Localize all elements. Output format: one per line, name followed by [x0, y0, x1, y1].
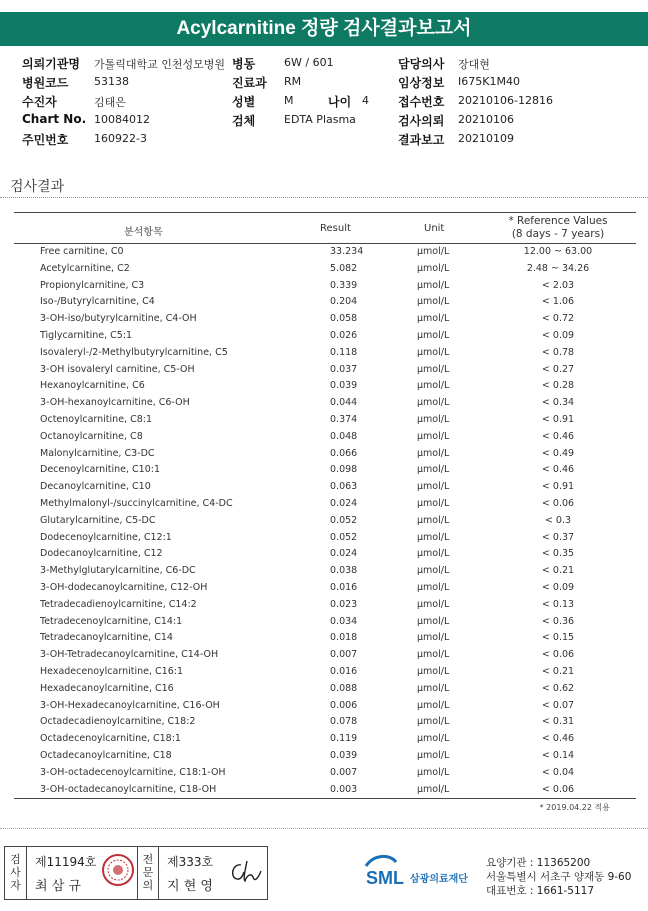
analyte-name: Octadecadienoylcarnitine, C18:2 — [40, 716, 196, 728]
table-row — [14, 328, 636, 345]
sml-logo — [364, 852, 482, 892]
reference-value: < 0.49 — [541, 447, 575, 459]
reference-value: < 0.78 — [541, 346, 575, 358]
result-value: 0.016 — [330, 665, 358, 677]
analyte-name: 3-OH-hexanoylcarnitine, C6-OH — [40, 397, 190, 409]
table-row — [14, 513, 636, 530]
table-row — [14, 311, 636, 328]
analyte-name: 3-OH-Hexadecanoylcarnitine, C16-OH — [40, 699, 220, 711]
analyte-name: Tetradecadienoylcarnitine, C14:2 — [40, 598, 197, 610]
logo-subtext: 삼광의료재단 — [410, 874, 468, 885]
doctor-value: 장대현 — [458, 58, 490, 71]
unit-value: μmol/L — [417, 749, 450, 761]
analyte-name: 3-OH-octadecanoylcarnitine, C18-OH — [40, 783, 217, 795]
table-row — [14, 429, 636, 446]
receipt-no-label: 접수번호 — [398, 95, 445, 109]
unit-value: μmol/L — [417, 397, 450, 409]
analyte-name: Tetradecanoylcarnitine, C14 — [40, 632, 173, 644]
result-value: 0.078 — [330, 716, 358, 728]
table-row — [14, 462, 636, 479]
result-value: 0.016 — [330, 581, 358, 593]
signature-box — [4, 846, 268, 900]
chart-value: 10084012 — [94, 113, 150, 126]
sex-label: 성별 — [232, 95, 256, 109]
divider — [0, 828, 648, 829]
analyte-name: 3-OH-dodecanoylcarnitine, C12-OH — [40, 581, 208, 593]
reference-value: < 0.91 — [541, 413, 575, 425]
analyte-name: Propionylcarnitine, C3 — [40, 279, 145, 291]
reference-value: < 0.34 — [541, 397, 575, 409]
result-value: 0.066 — [330, 447, 358, 459]
unit-value: μmol/L — [417, 464, 450, 476]
receipt-no-value: 20210106-12816 — [458, 94, 553, 107]
result-value: 0.023 — [330, 598, 358, 610]
ward-label: 병동 — [232, 57, 256, 71]
table-body — [14, 244, 636, 798]
reference-value: 12.00 ~ 63.00 — [523, 246, 593, 257]
unit-value: μmol/L — [417, 548, 450, 560]
result-value: 0.058 — [330, 313, 358, 325]
analyte-name: Tetradecenoylcarnitine, C14:1 — [40, 615, 183, 627]
analyte-name: Decanoylcarnitine, C10 — [40, 481, 151, 493]
reference-value: < 0.06 — [541, 497, 575, 509]
analyte-name: Dodecanoylcarnitine, C12 — [40, 548, 163, 560]
result-value: 0.024 — [330, 548, 358, 560]
specialist-vertical-label: 전 문 의 — [142, 853, 154, 892]
reference-value: < 0.06 — [541, 649, 575, 661]
table-row — [14, 630, 636, 647]
table-row — [14, 647, 636, 664]
analyte-name: Methylmalonyl-/succinylcarnitine, C4-DC — [40, 497, 233, 509]
result-value: 0.024 — [330, 497, 358, 509]
table-row — [14, 395, 636, 412]
unit-value: μmol/L — [417, 766, 450, 778]
reference-value: < 0.35 — [541, 548, 575, 560]
tester-vertical-cell — [5, 847, 27, 899]
table-row — [14, 378, 636, 395]
reference-value: < 0.91 — [541, 481, 575, 493]
reference-value: < 0.36 — [541, 615, 575, 627]
analyte-name: Iso-/Butyrylcarnitine, C4 — [40, 296, 155, 308]
reference-value: < 0.46 — [541, 733, 575, 745]
reference-value: < 0.46 — [541, 464, 575, 476]
org-address: 서울특별시 서초구 양재동 9-60 — [486, 871, 632, 883]
ward-value: 6W / 601 — [284, 56, 334, 69]
result-value: 0.052 — [330, 514, 358, 526]
table-row — [14, 362, 636, 379]
analyte-name: Tiglycarnitine, C5:1 — [40, 329, 133, 341]
info-row-1 — [22, 55, 642, 74]
analyte-name: 3-OH-octadecenoylcarnitine, C18:1-OH — [40, 766, 226, 778]
unit-value: μmol/L — [417, 497, 450, 509]
handwritten-signature — [227, 857, 267, 887]
tester-vertical-label: 검 사 자 — [10, 853, 21, 892]
analyte-name: Hexanoylcarnitine, C6 — [40, 380, 145, 392]
analyte-name: 3-OH-iso/butyrylcarnitine, C4-OH — [40, 313, 197, 325]
organization-info — [486, 856, 631, 898]
unit-value: μmol/L — [417, 430, 450, 442]
reference-value: < 0.09 — [541, 581, 575, 593]
analyte-name: Isovaleryl-/2-Methylbutyrylcarnitine, C5 — [40, 346, 228, 358]
reference-value: < 0.27 — [541, 363, 575, 375]
result-value: 0.034 — [330, 615, 358, 627]
analyte-name: Hexadecanoylcarnitine, C16 — [40, 682, 174, 694]
table-row — [14, 261, 636, 278]
table-row — [14, 244, 636, 261]
table-row — [14, 714, 636, 731]
header-result: Result — [320, 223, 351, 234]
unit-value: μmol/L — [417, 632, 450, 644]
logo-text: SML — [366, 868, 404, 888]
clinical-info-label: 임상정보 — [398, 76, 445, 90]
reference-value: < 0.13 — [541, 598, 575, 610]
table-row — [14, 278, 636, 295]
result-value: 5.082 — [330, 262, 358, 274]
patient-info — [22, 55, 642, 150]
result-value: 0.119 — [330, 733, 358, 745]
unit-value: μmol/L — [417, 279, 450, 291]
analyte-name: Glutarylcarnitine, C5-DC — [40, 514, 156, 526]
result-value: 0.098 — [330, 464, 358, 476]
reference-value: < 0.15 — [541, 632, 575, 644]
dept-value: RM — [284, 75, 302, 88]
result-value: 0.039 — [330, 749, 358, 761]
table-row — [14, 496, 636, 513]
institution-label: 의뢰기관명 — [22, 57, 80, 71]
table-row — [14, 765, 636, 782]
reference-value: < 0.46 — [541, 430, 575, 442]
result-value: 33.234 — [330, 246, 364, 257]
unit-value: μmol/L — [417, 413, 450, 425]
org-phone: 대표번호 : 1661-5117 — [486, 885, 595, 897]
table-row — [14, 345, 636, 362]
reference-value: < 0.31 — [541, 716, 575, 728]
result-value: 0.048 — [330, 430, 358, 442]
table-row — [14, 698, 636, 715]
reference-value: < 2.03 — [541, 279, 575, 291]
reference-value: < 0.62 — [541, 682, 575, 694]
result-value: 0.204 — [330, 296, 358, 308]
table-row — [14, 479, 636, 496]
analyte-name: Dodecenoylcarnitine, C12:1 — [40, 531, 172, 543]
result-value: 0.339 — [330, 279, 358, 291]
info-row-3 — [22, 93, 642, 112]
reference-value: < 1.06 — [541, 296, 575, 308]
result-value: 0.039 — [330, 380, 358, 392]
header-reference-line1: * Reference Values — [508, 215, 608, 227]
table-header — [14, 212, 636, 244]
recipient-value: 김태은 — [94, 96, 126, 109]
unit-value: μmol/L — [417, 733, 450, 745]
unit-value: μmol/L — [417, 649, 450, 661]
unit-value: μmol/L — [417, 682, 450, 694]
divider — [0, 197, 648, 198]
table-row — [14, 294, 636, 311]
analyte-name: Octadecanoylcarnitine, C18 — [40, 749, 172, 761]
table-row — [14, 580, 636, 597]
reference-value: < 0.3 — [544, 514, 572, 526]
seal-stamp — [101, 853, 135, 887]
result-value: 0.006 — [330, 699, 358, 711]
header-reference — [488, 215, 628, 241]
org-code: 요양기관 : 11365200 — [486, 857, 591, 869]
specimen-value: EDTA Plasma — [284, 113, 356, 126]
table-row — [14, 530, 636, 547]
age-value: 4 — [362, 94, 369, 107]
request-date-label: 검사의뢰 — [398, 114, 445, 128]
reference-value: < 0.04 — [541, 766, 575, 778]
id-label: 주민번호 — [22, 133, 69, 147]
analyte-name: Octenoylcarnitine, C8:1 — [40, 413, 153, 425]
hospital-code-value: 53138 — [94, 75, 129, 88]
report-date-label: 결과보고 — [398, 133, 445, 147]
report-title: Acylcarnitine 정량 검사결과보고서 — [0, 12, 648, 46]
table-row — [14, 681, 636, 698]
analyte-name: 3-OH-Tetradecanoylcarnitine, C14-OH — [40, 649, 219, 661]
specimen-label: 검체 — [232, 114, 256, 128]
reference-value: < 0.09 — [541, 329, 575, 341]
reference-value: < 0.06 — [541, 783, 575, 795]
analyte-name: Decenoylcarnitine, C10:1 — [40, 464, 161, 476]
info-row-5 — [22, 131, 642, 150]
unit-value: μmol/L — [417, 581, 450, 593]
table-row — [14, 664, 636, 681]
result-value: 0.018 — [330, 632, 358, 644]
unit-value: μmol/L — [417, 329, 450, 341]
table-row — [14, 597, 636, 614]
unit-value: μmol/L — [417, 565, 450, 577]
unit-value: μmol/L — [417, 716, 450, 728]
table-row — [14, 412, 636, 429]
unit-value: μmol/L — [417, 665, 450, 677]
clinical-info-value: I675K1M40 — [458, 75, 520, 88]
reference-value: < 0.21 — [541, 565, 575, 577]
institution-value: 가톨릭대학교 인천성모병원 — [94, 58, 226, 71]
table-row — [14, 748, 636, 765]
result-value: 0.118 — [330, 346, 358, 358]
table-row — [14, 614, 636, 631]
reference-value: < 0.28 — [541, 380, 575, 392]
analyte-name: Malonylcarnitine, C3-DC — [40, 447, 155, 459]
tester-license-no: 제11194호 — [35, 855, 97, 869]
tester-name: 최 삼 규 — [35, 879, 81, 894]
unit-value: μmol/L — [417, 380, 450, 392]
table-row — [14, 446, 636, 463]
unit-value: μmol/L — [417, 783, 450, 795]
dept-label: 진료과 — [232, 76, 267, 90]
reference-value: < 0.14 — [541, 749, 575, 761]
result-value: 0.037 — [330, 363, 358, 375]
analyte-name: Free carnitine, C0 — [40, 246, 124, 257]
reference-value: < 0.21 — [541, 665, 575, 677]
doctor-label: 담당의사 — [398, 57, 445, 71]
unit-value: μmol/L — [417, 699, 450, 711]
specialist-license-no: 제333호 — [167, 855, 214, 869]
recipient-label: 수진자 — [22, 95, 57, 109]
unit-value: μmol/L — [417, 262, 450, 274]
reference-value: < 0.72 — [541, 313, 575, 325]
table-row — [14, 563, 636, 580]
section-title: 검사결과 — [10, 179, 65, 195]
result-value: 0.044 — [330, 397, 358, 409]
specialist-vertical-cell — [137, 847, 159, 899]
table-row — [14, 782, 636, 799]
unit-value: μmol/L — [417, 447, 450, 459]
result-value: 0.007 — [330, 766, 358, 778]
result-value: 0.038 — [330, 565, 358, 577]
table-bottom-rule — [14, 798, 636, 799]
result-value: 0.374 — [330, 413, 358, 425]
result-value: 0.052 — [330, 531, 358, 543]
request-date-value: 20210106 — [458, 113, 514, 126]
report-date-value: 20210109 — [458, 132, 514, 145]
specialist-name: 지 현 영 — [167, 879, 213, 894]
unit-value: μmol/L — [417, 531, 450, 543]
sex-value: M — [284, 94, 294, 107]
analyte-name: Octanoylcarnitine, C8 — [40, 430, 143, 442]
unit-value: μmol/L — [417, 514, 450, 526]
age-label: 나이 — [328, 95, 352, 109]
results-table — [14, 212, 636, 799]
unit-value: μmol/L — [417, 598, 450, 610]
info-row-2 — [22, 74, 642, 93]
unit-value: μmol/L — [417, 296, 450, 308]
hospital-code-label: 병원코드 — [22, 76, 69, 90]
header-reference-line2: (8 days - 7 years) — [511, 228, 605, 240]
header-unit: Unit — [424, 223, 445, 234]
unit-value: μmol/L — [417, 615, 450, 627]
unit-value: μmol/L — [417, 363, 450, 375]
unit-value: μmol/L — [417, 346, 450, 358]
analyte-name: Hexadecenoylcarnitine, C16:1 — [40, 665, 183, 677]
table-row — [14, 731, 636, 748]
analyte-name: Octadecenoylcarnitine, C18:1 — [40, 733, 181, 745]
reference-value: < 0.37 — [541, 531, 575, 543]
header-item: 분석항목 — [124, 227, 163, 238]
unit-value: μmol/L — [417, 313, 450, 325]
result-value: 0.063 — [330, 481, 358, 493]
analyte-name: Acetylcarnitine, C2 — [40, 262, 130, 274]
chart-label: Chart No. — [22, 112, 87, 126]
info-row-4 — [22, 112, 642, 131]
result-value: 0.026 — [330, 329, 358, 341]
footnote: * 2019.04.22 적용 — [539, 803, 610, 812]
unit-value: μmol/L — [417, 481, 450, 493]
reference-value: < 0.07 — [541, 699, 575, 711]
reference-value: 2.48 ~ 34.26 — [526, 262, 590, 274]
id-value: 160922-3 — [94, 132, 147, 145]
table-row — [14, 546, 636, 563]
analyte-name: 3-Methylglutarylcarnitine, C6-DC — [40, 565, 196, 577]
analyte-name: 3-OH isovaleryl carnitine, C5-OH — [40, 363, 195, 375]
result-value: 0.007 — [330, 649, 358, 661]
result-value: 0.088 — [330, 682, 358, 694]
unit-value: μmol/L — [417, 246, 450, 257]
result-value: 0.003 — [330, 783, 358, 795]
